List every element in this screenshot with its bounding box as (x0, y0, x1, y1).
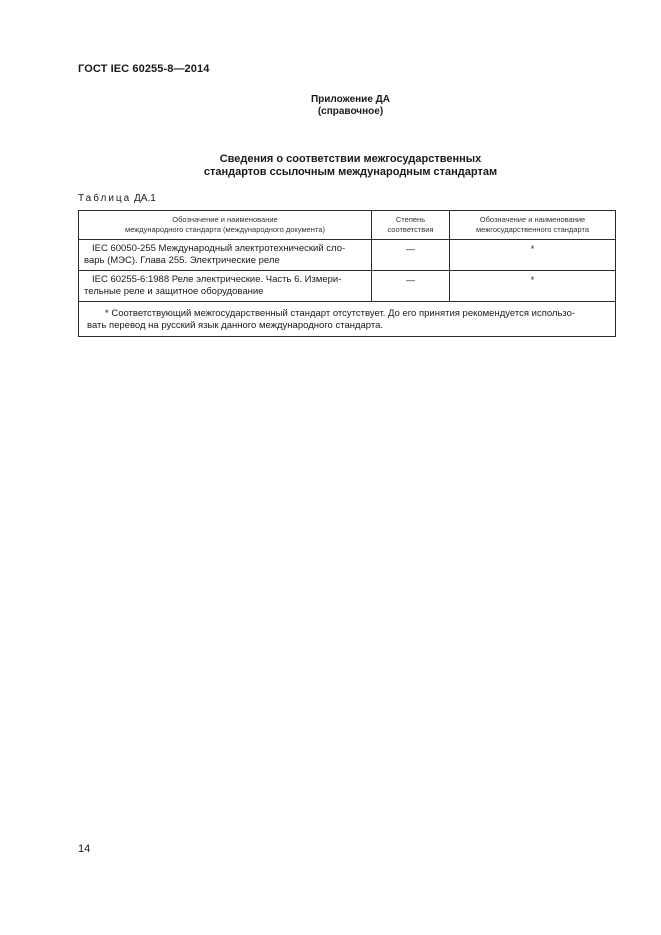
table-footnote-row (79, 302, 616, 337)
degree-value: — (406, 244, 415, 254)
cell-line: IEC 60050-255 Международный электротехнический сло- (92, 243, 346, 254)
correspondence-table (78, 210, 616, 337)
column-header-interstate-standard (450, 211, 616, 240)
table-label-word: Таблица (78, 193, 132, 204)
table-header-row (79, 211, 616, 240)
column-header-international-standard (79, 211, 372, 240)
table-row (79, 240, 616, 271)
column-header-line: соответствия (387, 225, 434, 234)
annex-note: (справочное) (317, 106, 384, 117)
column-header-line: Обозначение и наименование (172, 215, 278, 224)
column-header-line: Степень (395, 215, 426, 224)
interstate-standard-cell (450, 240, 616, 271)
column-header-degree (372, 211, 450, 240)
table-label-number: ДА.1 (134, 193, 156, 204)
document-code: ГОСТ IEC 60255-8—2014 (78, 63, 210, 75)
footnote-line: вать перевод на русский язык данного международного стандарта. (87, 320, 384, 331)
column-header-line: Обозначение и наименование (479, 215, 586, 224)
footnote-line: * Соответствующий межгосударственный стандарт отсутствует. До его принятия рекомендуется использо- (105, 308, 576, 319)
degree-cell (372, 240, 450, 271)
section-heading-line-1: Сведения о соответствии межгосударственных (219, 153, 482, 165)
cell-line: тельные реле и защитное оборудование (84, 286, 264, 297)
section-heading-line-2: стандартов ссылочным международным стандартам (203, 166, 498, 178)
page-number: 14 (78, 843, 91, 855)
international-standard-cell (79, 271, 372, 302)
annex-title: Приложение ДА (310, 94, 391, 105)
cell-line: IEC 60255-6:1988 Реле электрические. Часть 6. Измери- (92, 274, 342, 285)
interstate-value: * (530, 244, 535, 254)
table-footnote-cell (79, 302, 616, 337)
interstate-value: * (530, 275, 535, 285)
degree-cell (372, 271, 450, 302)
column-header-line: международного стандарта (международного документа) (125, 225, 325, 234)
table-row (79, 271, 616, 302)
interstate-standard-cell (450, 271, 616, 302)
column-header-line: межгосударственного стандарта (476, 225, 589, 234)
table-label (78, 193, 156, 204)
international-standard-cell (79, 240, 372, 271)
degree-value: — (406, 275, 415, 285)
cell-line: варь (МЭС). Глава 255. Электрические реле (84, 255, 280, 266)
